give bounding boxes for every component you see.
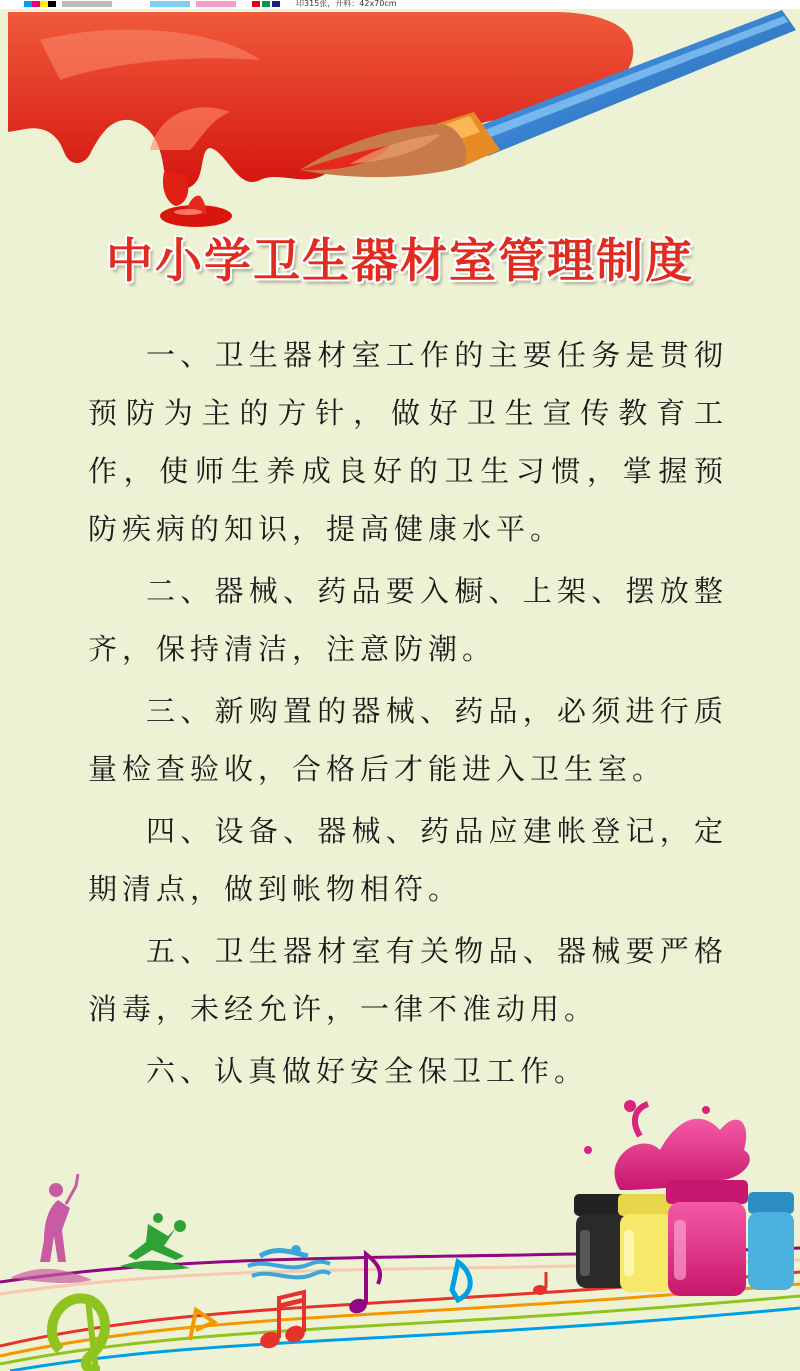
paint-jars-icon bbox=[574, 1100, 794, 1296]
print-spec-text: 印315张，开料：42x70cm bbox=[296, 0, 397, 8]
rule-paragraph-1: 一、卫生器材室工作的主要任务是贯彻预防为主的方针，做好卫生宣传教育工作，使师生养成良好的卫生习惯，掌握预防疾病的知识，提高健康水平。 bbox=[88, 338, 728, 546]
rule-paragraph-4: 四、设备、器械、药品应建帐登记，定期清点，做到帐物相符。 bbox=[88, 814, 728, 906]
volleyball-player-icon bbox=[120, 1213, 190, 1270]
page-title: 中小学卫生器材室管理制度 bbox=[106, 234, 694, 289]
rules-body bbox=[88, 326, 728, 1104]
golfer-icon bbox=[10, 1174, 92, 1283]
rule-paragraph-3: 三、新购置的器械、药品，必须进行质量检查验收，合格后才能进入卫生室。 bbox=[88, 694, 728, 786]
rule-paragraph-5: 五、卫生器材室有关物品、器械要严格消毒，未经允许，一律不准动用。 bbox=[88, 934, 728, 1026]
rule-paragraph-2: 二、器械、药品要入橱、上架、摆放整齐，保持清洁，注意防潮。 bbox=[88, 574, 728, 666]
rule-paragraph-6: 六、认真做好安全保卫工作。 bbox=[146, 1054, 589, 1088]
